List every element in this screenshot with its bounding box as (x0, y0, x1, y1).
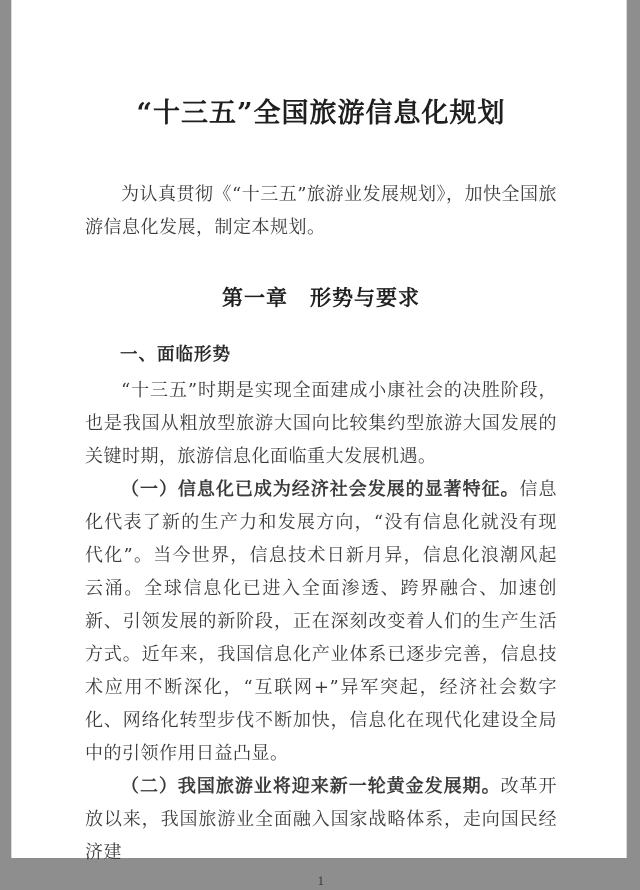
document-page (11, 0, 627, 888)
document-content (11, 0, 627, 890)
backdrop-right-strip (627, 0, 640, 858)
body-paragraphs (85, 374, 557, 869)
chapter-heading: 第一章 形势与要求 (222, 286, 420, 310)
paragraph-lead: （一）信息化已成为经济社会发展的显著特征。 (121, 479, 520, 500)
intro-paragraph: 为认真贯彻《“十三五”旅游业发展规划》，加快全国旅游信息化发展，制定本规划。 (85, 184, 557, 238)
body-paragraph (85, 770, 557, 869)
paragraph-lead: （二）我国旅游业将迎来新一轮黄金发展期。 (121, 776, 501, 797)
page-number: 1 (317, 875, 325, 888)
paragraph-text: 改革开放以来，我国旅游业全面融入国家战略体系，走向国民经济建 (85, 776, 558, 863)
document-title: “十三五”全国旅游信息化规划 (136, 98, 506, 129)
paragraph-text: “十三五”时期是实现全面建成小康社会的决胜阶段，也是我国从粗放型旅游大国向比较集约型旅游大国发展的关键时期，旅游信息化面临重大发展机遇。 (85, 380, 557, 467)
backdrop-left-strip (0, 0, 11, 858)
body-paragraph (85, 473, 557, 770)
section-heading: 一、面临形势 (120, 345, 231, 365)
paragraph-text: 信息化代表了新的生产力和发展方向，“没有信息化就没有现代化”。当今世界，信息技术日新月异，信息化浪潮风起云涌。全球信息化已进入全面渗透、跨界融合、加速创新、引领发展的新阶段，正在深刻改变着人们的生产生活方式。近年来，我国信息化产业体系已逐步完善，信息技术应用不断深化，“互联网+”异军突起，经济社会数字化、网络化转型步伐不断加快，信息化在现代化建设全局中的引领作用日益凸显。 (85, 479, 558, 764)
body-paragraph (85, 374, 557, 473)
